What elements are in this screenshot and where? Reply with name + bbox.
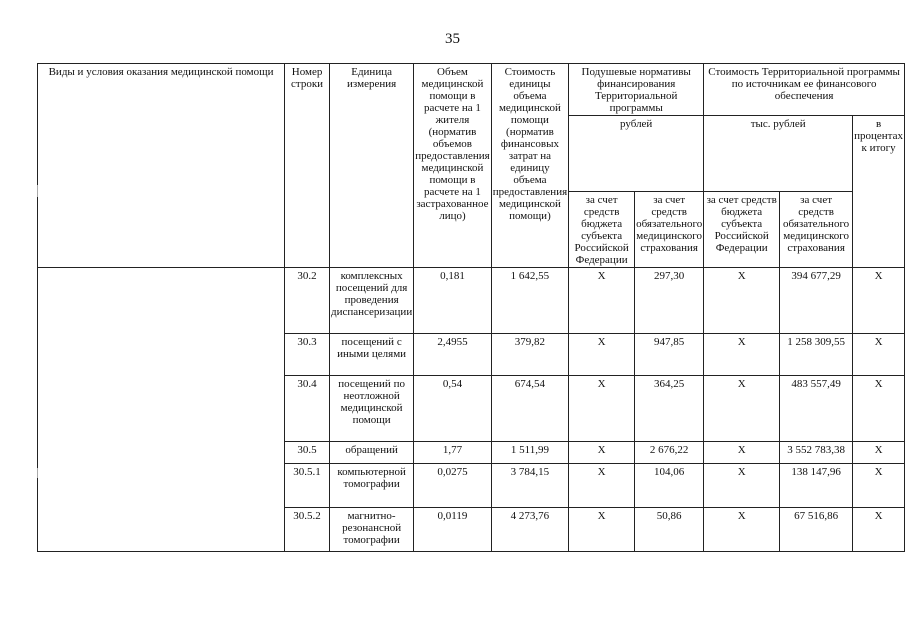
row-per-capita-oms: 104,06 bbox=[635, 464, 704, 508]
header-rubles: рублей bbox=[569, 116, 704, 192]
header-row-number: Номер строки bbox=[285, 64, 330, 268]
row-cost-oms: 3 552 783,38 bbox=[780, 442, 853, 464]
row-number: 30.5 bbox=[285, 442, 330, 464]
row-unit: компьютерной томографии bbox=[330, 464, 414, 508]
header-row-1 bbox=[38, 64, 905, 116]
row-cost-oms: 483 557,49 bbox=[780, 376, 853, 442]
row-cost-oms: 1 258 309,55 bbox=[780, 334, 853, 376]
header-per-capita: Подушевые нормативы финансирования Территориальной программы bbox=[569, 64, 704, 116]
row-unit: магнитно-резонансной томографии bbox=[330, 508, 414, 552]
header-percent: в процентах к итогу bbox=[853, 116, 905, 268]
row-percent: X bbox=[853, 508, 905, 552]
header-program-cost: Стоимость Территориальной программы по источникам ее финансового обеспечения bbox=[704, 64, 905, 116]
row-percent: X bbox=[853, 268, 905, 334]
row-cost-budget: X bbox=[704, 334, 780, 376]
row-cost-budget: X bbox=[704, 464, 780, 508]
row-volume: 0,54 bbox=[414, 376, 491, 442]
table-row bbox=[38, 268, 905, 334]
header-kinds: Виды и условия оказания медицинской помощи bbox=[38, 64, 285, 268]
kinds-cell-empty bbox=[38, 268, 285, 552]
row-number: 30.5.1 bbox=[285, 464, 330, 508]
row-per-capita-oms: 297,30 bbox=[635, 268, 704, 334]
row-cost: 3 784,15 bbox=[491, 464, 568, 508]
row-per-capita-budget: X bbox=[569, 268, 635, 334]
header-cost: Стоимость единицы объема медицинской помощи (норматив финансовых затрат на единицу объема предоставления медицинской помощи) bbox=[491, 64, 568, 268]
scan-artifact bbox=[37, 468, 38, 478]
row-percent: X bbox=[853, 464, 905, 508]
row-volume: 2,4955 bbox=[414, 334, 491, 376]
row-per-capita-budget: X bbox=[569, 464, 635, 508]
row-unit: посещений по неотложной медицинской помощи bbox=[330, 376, 414, 442]
row-percent: X bbox=[853, 334, 905, 376]
row-cost-budget: X bbox=[704, 376, 780, 442]
row-cost-oms: 394 677,29 bbox=[780, 268, 853, 334]
page-number: 35 bbox=[445, 31, 460, 47]
header-cost-budget: за счет средств бюджета субъекта Российской Федерации bbox=[704, 192, 780, 268]
row-per-capita-budget: X bbox=[569, 508, 635, 552]
row-volume: 0,0119 bbox=[414, 508, 491, 552]
row-cost: 674,54 bbox=[491, 376, 568, 442]
row-volume: 1,77 bbox=[414, 442, 491, 464]
row-number: 30.3 bbox=[285, 334, 330, 376]
header-volume: Объем медицинской помощи в расчете на 1 жителя (норматив объемов предоставления медицинской помощи в расчете на 1 застрахованное лицо) bbox=[414, 64, 491, 268]
row-cost-oms: 138 147,96 bbox=[780, 464, 853, 508]
row-per-capita-oms: 364,25 bbox=[635, 376, 704, 442]
row-percent: X bbox=[853, 442, 905, 464]
row-unit: обращений bbox=[330, 442, 414, 464]
header-cost-oms: за счет средств обязательного медицинского страхования bbox=[780, 192, 853, 268]
row-per-capita-oms: 947,85 bbox=[635, 334, 704, 376]
row-cost-oms: 67 516,86 bbox=[780, 508, 853, 552]
header-per-capita-budget: за счет средств бюджета субъекта Российской Федерации bbox=[569, 192, 635, 268]
row-per-capita-budget: X bbox=[569, 442, 635, 464]
row-number: 30.2 bbox=[285, 268, 330, 334]
row-unit: комплексных посещений для проведения диспансеризации bbox=[330, 268, 414, 334]
row-volume: 0,181 bbox=[414, 268, 491, 334]
header-unit: Единица измерения bbox=[330, 64, 414, 268]
row-volume: 0,0275 bbox=[414, 464, 491, 508]
row-cost-budget: X bbox=[704, 442, 780, 464]
row-per-capita-oms: 2 676,22 bbox=[635, 442, 704, 464]
row-cost: 379,82 bbox=[491, 334, 568, 376]
row-cost: 1 511,99 bbox=[491, 442, 568, 464]
header-thousand-rubles: тыс. рублей bbox=[704, 116, 853, 192]
row-cost-budget: X bbox=[704, 268, 780, 334]
row-cost: 4 273,76 bbox=[491, 508, 568, 552]
row-cost-budget: X bbox=[704, 508, 780, 552]
row-unit: посещений с иными целями bbox=[330, 334, 414, 376]
row-percent: X bbox=[853, 376, 905, 442]
row-cost: 1 642,55 bbox=[491, 268, 568, 334]
financing-table bbox=[37, 63, 905, 552]
header-per-capita-oms: за счет средств обязательного медицинского страхования bbox=[635, 192, 704, 268]
row-per-capita-budget: X bbox=[569, 376, 635, 442]
row-number: 30.5.2 bbox=[285, 508, 330, 552]
scan-artifact bbox=[37, 185, 38, 197]
row-number: 30.4 bbox=[285, 376, 330, 442]
row-per-capita-oms: 50,86 bbox=[635, 508, 704, 552]
row-per-capita-budget: X bbox=[569, 334, 635, 376]
